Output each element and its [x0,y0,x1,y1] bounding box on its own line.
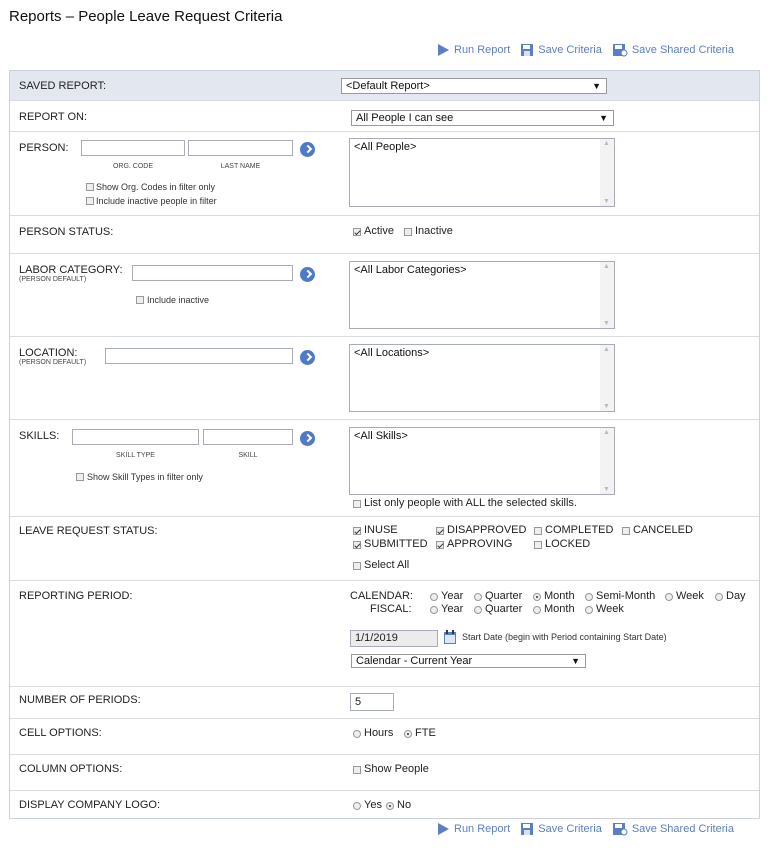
cal-quarter-radio[interactable] [474,593,482,601]
person-status-label: PERSON STATUS: [19,226,114,238]
show-skill-types-checkbox[interactable] [76,473,84,481]
reporting-period-label: REPORTING PERIOD: [19,590,133,602]
skills-label: SKILLS: [19,430,60,442]
active-label: Active [364,225,394,237]
hours-label: Hours [364,727,394,739]
labor-include-inactive-label: Include inactive [147,295,210,305]
locked-checkbox[interactable] [534,541,542,549]
cal-quarter-label: Quarter [485,590,523,602]
saved-report-row [10,71,759,101]
last-name-input[interactable] [188,140,293,156]
labor-category-label: LABOR CATEGORY: [19,264,123,276]
save-criteria-button[interactable] [520,822,602,836]
inuse-checkbox[interactable] [353,527,361,535]
include-inactive-people-label: Include inactive people in filter [96,196,217,206]
person-label: PERSON: [19,142,69,154]
skill-type-input[interactable] [72,429,199,445]
chevron-down-icon: ▼ [599,113,608,123]
cal-month-label: Month [544,590,575,602]
leave-status-row [10,517,759,581]
cal-year-label: Year [441,590,464,602]
labor-go-button[interactable] [300,267,315,282]
report-on-label: REPORT ON: [19,111,88,123]
cell-options-label: CELL OPTIONS: [19,727,102,739]
show-people-label: Show People [364,763,429,775]
person-status-row [10,216,759,254]
criteria-form [9,70,760,819]
bottom-toolbar [426,822,734,836]
run-report-label: Run Report [454,44,511,56]
disapproved-label: DISAPPROVED [447,524,527,536]
fis-week-radio[interactable] [585,606,593,614]
include-inactive-people-checkbox[interactable] [86,197,94,205]
location-label: LOCATION: [19,347,78,359]
fte-label: FTE [415,727,436,739]
select-all-label: Select All [364,559,410,571]
submitted-checkbox[interactable] [353,541,361,549]
save-criteria-label: Save Criteria [538,44,602,56]
saved-report-label: SAVED REPORT: [19,80,107,92]
org-code-input[interactable] [81,140,185,156]
location-listbox[interactable] [349,344,615,412]
completed-checkbox[interactable] [534,527,542,535]
canceled-label: CANCELED [633,524,693,536]
location-sub: (PERSON DEFAULT) [19,359,87,366]
all-skills-label: List only people with ALL the selected skills. [364,497,577,509]
save-shared-criteria-label: Save Shared Criteria [631,823,734,835]
logo-yes-radio[interactable] [353,802,361,810]
number-of-periods-label: NUMBER OF PERIODS: [19,694,141,706]
cal-year-radio[interactable] [430,593,438,601]
logo-no-radio[interactable] [386,802,394,810]
company-logo-row [10,791,759,819]
save-shared-criteria-label: Save Shared Criteria [631,44,734,56]
floppy-shared-icon [612,822,628,836]
scrollbar[interactable] [600,428,614,494]
skills-go-button[interactable] [300,431,315,446]
labor-category-listbox[interactable] [349,261,615,329]
cell-options-row [10,719,759,755]
run-report-button[interactable] [436,43,510,57]
skill-input[interactable] [203,429,293,445]
approving-label: APPROVING [447,538,513,550]
skills-listbox[interactable] [349,427,615,495]
leave-status-label: LEAVE REQUEST STATUS: [19,525,158,537]
skill-type-caption: SKILL TYPE [116,452,155,459]
company-logo-label: DISPLAY COMPANY LOGO: [19,799,161,811]
skill-caption: SKILL [238,452,258,459]
page-title: Reports – People Leave Request Criteria [9,8,283,25]
number-of-periods-row [10,687,759,719]
scrollbar[interactable] [600,345,614,411]
number-of-periods-input[interactable]: 5 [350,693,394,711]
top-toolbar [426,43,734,57]
labor-category-input[interactable] [132,265,293,281]
show-people-checkbox[interactable] [353,766,361,774]
disapproved-checkbox[interactable] [436,527,444,535]
saved-report-value: <Default Report> [346,80,430,92]
report-on-row [10,101,759,132]
calendar-icon[interactable] [443,630,457,645]
save-shared-criteria-button[interactable] [612,43,734,57]
start-date-hint: Start Date (begin with Period containing Start Date) [462,632,667,642]
fis-month-radio[interactable] [533,606,541,614]
logo-yes-label: Yes [364,799,382,811]
show-org-codes-label: Show Org. Codes in filter only [96,182,216,192]
labor-category-sub: (PERSON DEFAULT) [19,276,87,283]
cal-semi-month-radio[interactable] [585,593,593,601]
hours-radio[interactable] [353,730,361,738]
save-criteria-label: Save Criteria [538,823,602,835]
floppy-icon [520,43,534,57]
person-listbox[interactable] [349,138,615,207]
org-code-caption: ORG. CODE [112,163,154,170]
run-report-label: Run Report [454,823,511,835]
location-input[interactable] [105,348,293,364]
cal-week-label: Week [676,590,704,602]
cal-day-radio[interactable] [715,593,723,601]
play-icon [436,822,450,836]
all-skills-checkbox[interactable] [353,500,361,508]
inactive-label: Inactive [415,225,453,237]
fis-month-label: Month [544,603,575,615]
start-date-input[interactable]: 1/1/2019 [350,630,438,647]
location-go-button[interactable] [300,350,315,365]
fte-radio[interactable] [404,730,412,738]
run-report-button[interactable] [436,822,510,836]
save-shared-criteria-button[interactable] [612,822,734,836]
locked-label: LOCKED [545,538,591,550]
completed-label: COMPLETED [545,524,614,536]
person-row [10,132,759,216]
save-criteria-button[interactable] [520,43,602,57]
scrollbar[interactable] [600,139,614,206]
inactive-checkbox[interactable] [404,228,412,236]
canceled-checkbox[interactable] [622,527,630,535]
saved-report-select[interactable] [341,78,607,94]
cal-day-label: Day [726,590,746,602]
report-on-select[interactable] [351,110,614,126]
fis-quarter-radio[interactable] [474,606,482,614]
fis-week-label: Week [596,603,624,615]
fis-year-label: Year [441,603,464,615]
reporting-period-row [10,581,759,687]
approving-checkbox[interactable] [436,541,444,549]
skills-row [10,420,759,517]
chevron-down-icon: ▼ [592,81,601,91]
column-options-row [10,755,759,791]
cal-week-radio[interactable] [665,593,673,601]
labor-include-inactive-checkbox[interactable] [136,296,144,304]
scrollbar[interactable] [600,262,614,328]
skills-list-item[interactable]: <All Skills> [354,430,408,442]
show-org-codes-checkbox[interactable] [86,183,94,191]
fiscal-label: FISCAL: [370,603,412,615]
labor-category-row [10,254,759,337]
location-row [10,337,759,420]
select-all-checkbox[interactable] [353,562,361,570]
report-on-value: All People I can see [356,112,454,124]
last-name-caption: LAST NAME [220,163,261,170]
labor-list-item[interactable]: <All Labor Categories> [354,264,467,276]
floppy-icon [520,822,534,836]
column-options-label: COLUMN OPTIONS: [19,763,123,775]
logo-no-label: No [397,799,412,811]
location-list-item[interactable]: <All Locations> [354,347,430,359]
period-range-value: Calendar - Current Year [356,655,473,667]
show-skill-types-label: Show Skill Types in filter only [87,472,203,482]
person-go-button[interactable] [300,142,315,157]
submitted-label: SUBMITTED [364,538,428,550]
play-icon [436,43,450,57]
inuse-label: INUSE [364,524,398,536]
cal-semi-month-label: Semi-Month [596,590,656,602]
chevron-down-icon: ▼ [571,656,580,666]
calendar-label: CALENDAR: [350,590,413,602]
period-range-select[interactable] [351,654,586,668]
fis-year-radio[interactable] [430,606,438,614]
active-checkbox[interactable] [353,228,361,236]
fis-quarter-label: Quarter [485,603,523,615]
floppy-shared-icon [612,43,628,57]
cal-month-radio[interactable] [533,593,541,601]
person-list-item[interactable]: <All People> [354,141,417,153]
